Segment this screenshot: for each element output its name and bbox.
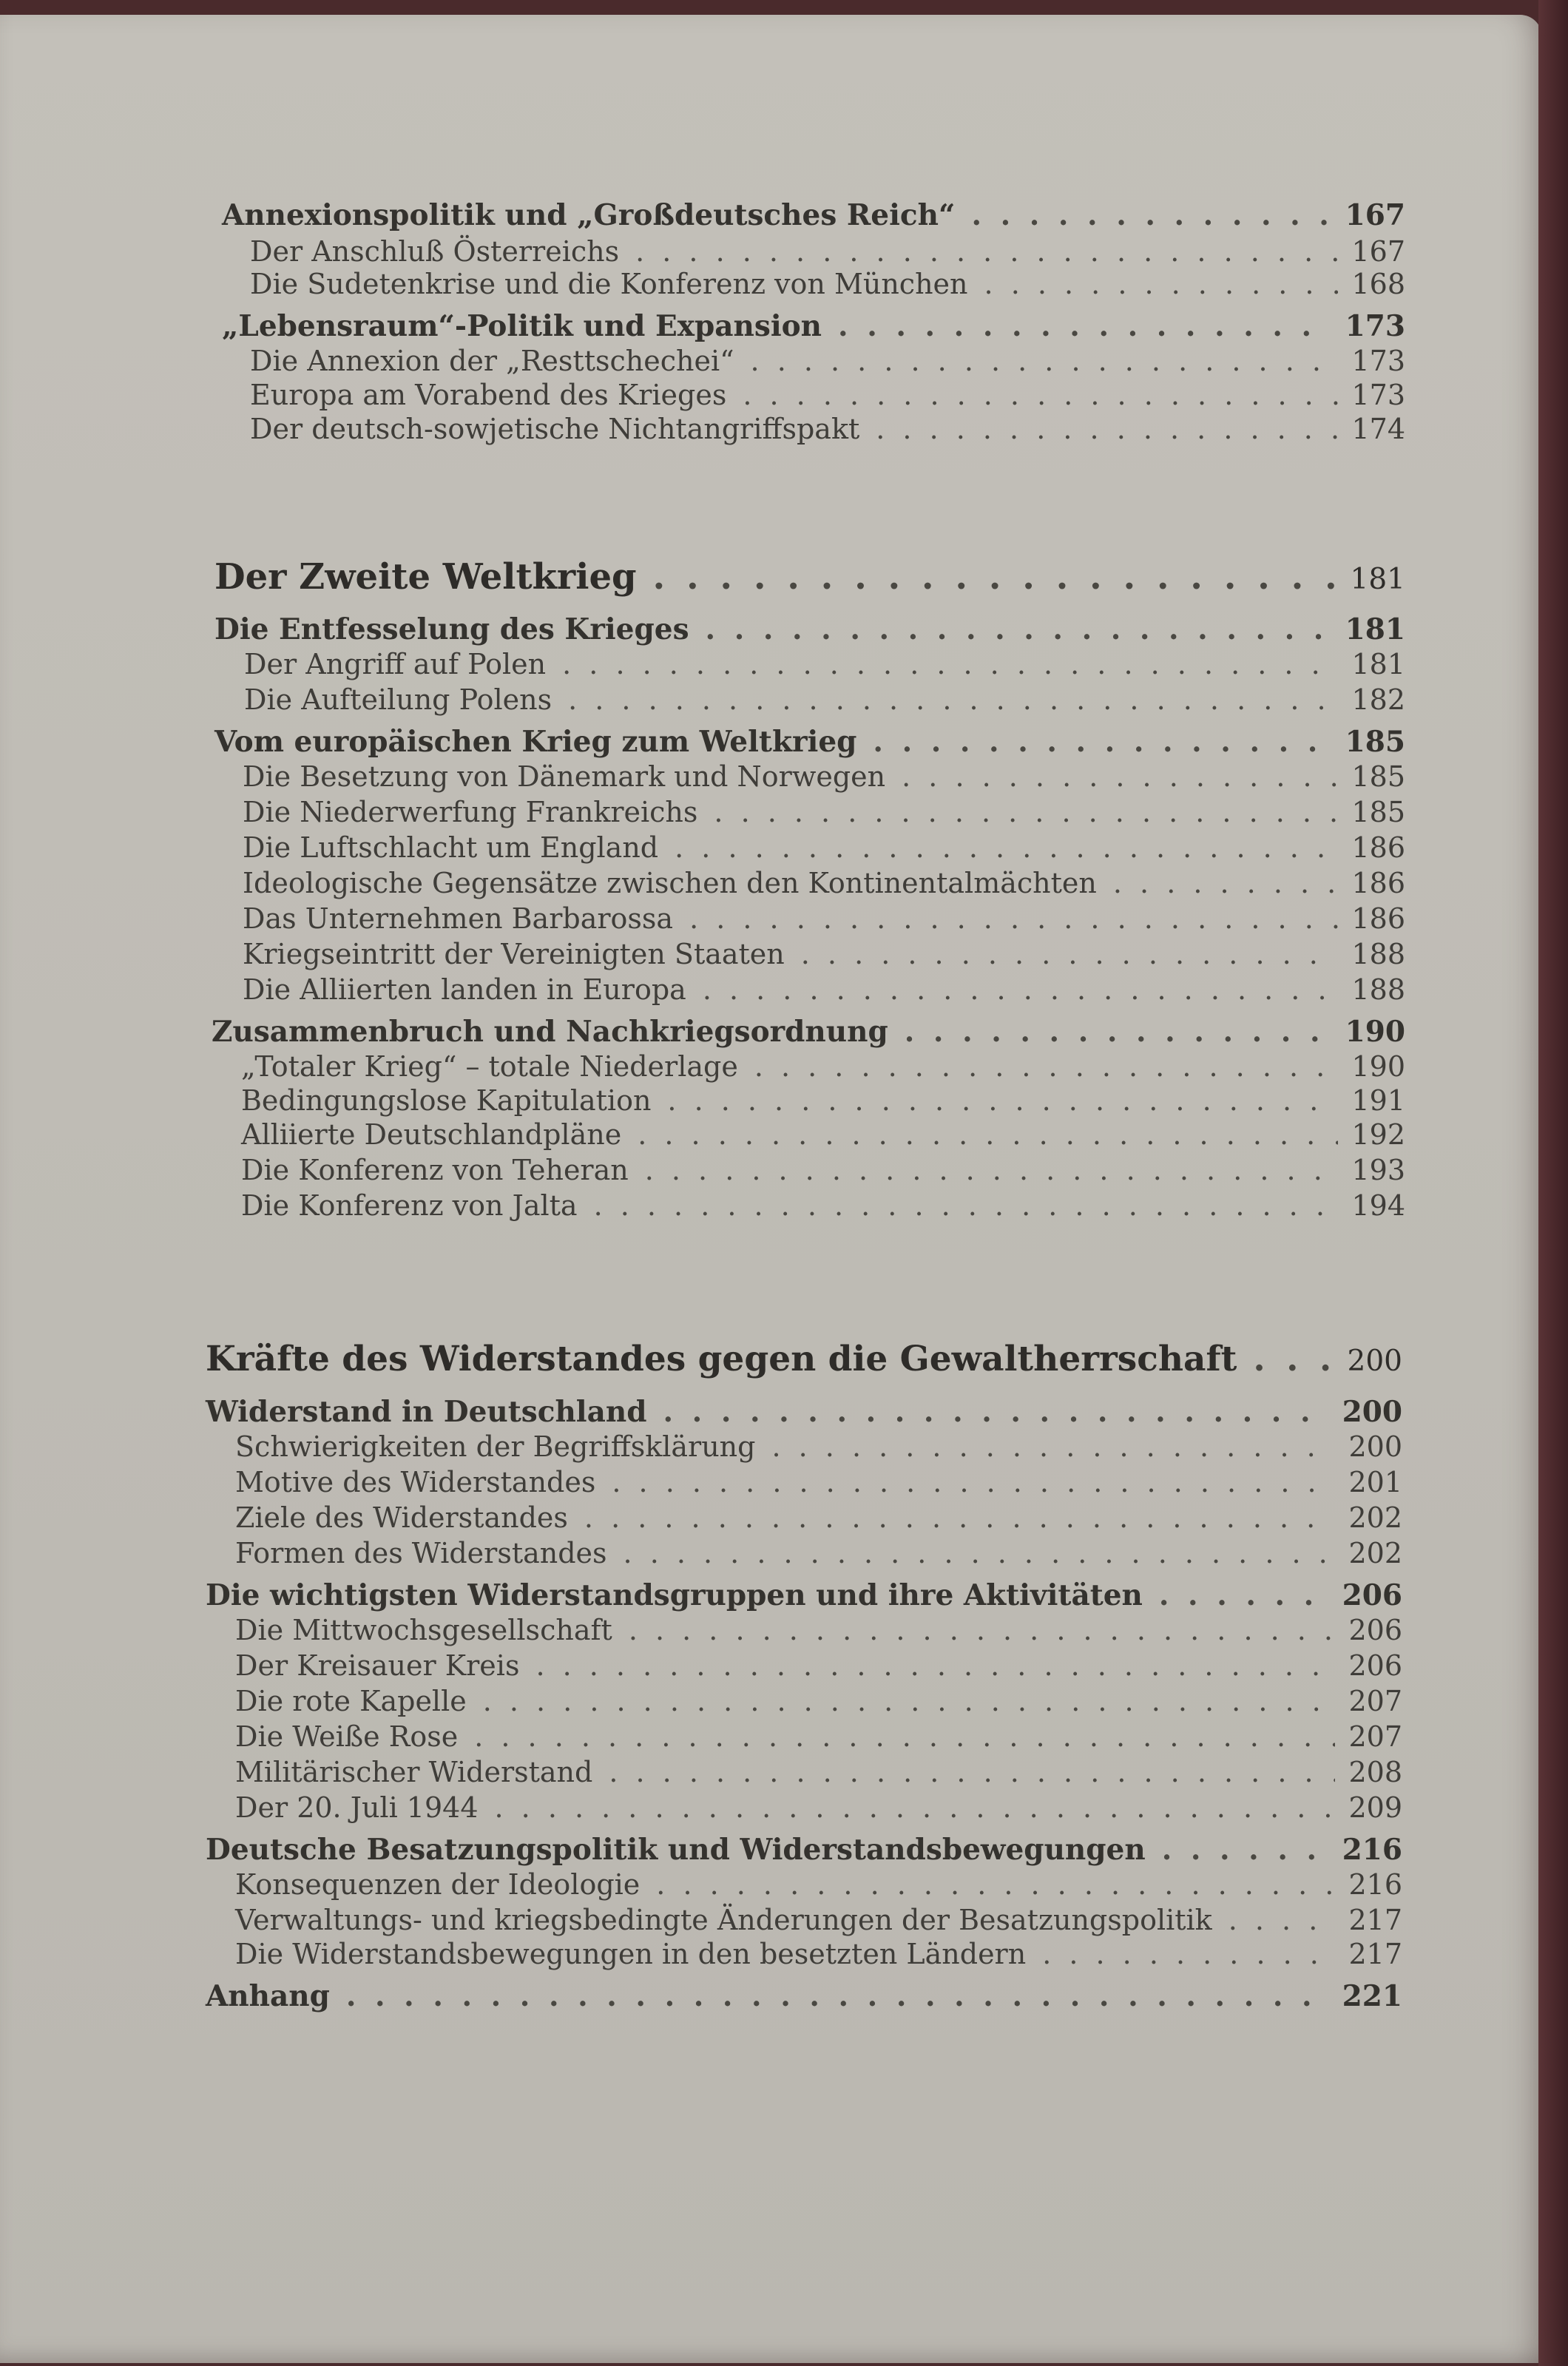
toc-section bbox=[206, 1833, 1402, 1867]
toc-entry-title: Kriegseintritt der Vereinigten Staaten bbox=[243, 938, 785, 970]
toc-entry-title: Alliierte Deutschlandpläne bbox=[241, 1118, 622, 1151]
toc-page-number: 192 bbox=[1351, 1118, 1405, 1151]
dot-leader bbox=[1113, 867, 1339, 899]
toc-entry bbox=[243, 867, 1405, 899]
toc-page-number: 173 bbox=[1345, 309, 1405, 343]
toc-entry-title: Die Widerstandsbewegungen in den besetzten Ländern bbox=[235, 1938, 1027, 1970]
dot-leader bbox=[751, 345, 1339, 377]
toc-entry-title: Die Konferenz von Teheran bbox=[241, 1154, 629, 1186]
dot-leader bbox=[346, 1979, 1329, 2013]
toc-page-number: 200 bbox=[1347, 1345, 1402, 1378]
toc-section-title: Deutsche Besatzungspolitik und Widerstandsbewegungen bbox=[206, 1833, 1146, 1867]
dot-leader bbox=[594, 1189, 1339, 1222]
dot-leader bbox=[483, 1685, 1336, 1717]
toc-section bbox=[214, 612, 1405, 646]
toc-entry-title: Die Konferenz von Jalta bbox=[241, 1189, 578, 1222]
toc-page-number: 181 bbox=[1345, 612, 1405, 646]
dot-leader bbox=[876, 413, 1338, 445]
toc-entry bbox=[243, 973, 1405, 1006]
dot-leader bbox=[645, 1154, 1339, 1186]
dot-leader bbox=[743, 379, 1338, 411]
dot-leader bbox=[656, 1868, 1335, 1901]
toc-entry bbox=[243, 831, 1405, 864]
toc-entry-title: Die rote Kapelle bbox=[235, 1685, 467, 1717]
toc-entry bbox=[241, 1084, 1405, 1117]
dot-leader bbox=[624, 1537, 1336, 1569]
dot-leader bbox=[612, 1466, 1335, 1498]
toc-page-number: 173 bbox=[1351, 379, 1405, 411]
toc-page-number: 168 bbox=[1351, 268, 1405, 300]
toc-entry-title: Das Unternehmen Barbarossa bbox=[243, 902, 674, 935]
toc-entry bbox=[235, 1649, 1402, 1682]
toc-entry-title: Europa am Vorabend des Krieges bbox=[250, 379, 727, 411]
dot-leader bbox=[706, 612, 1332, 646]
toc-entry-title: Militärischer Widerstand bbox=[235, 1756, 593, 1788]
toc-chapter-title: Kräfte des Widerstandes gegen die Gewaltherrschaft bbox=[206, 1339, 1237, 1379]
dot-leader bbox=[663, 1395, 1329, 1429]
toc-page-number: 174 bbox=[1351, 413, 1405, 445]
toc-entry-title: Die Luftschlacht um England bbox=[243, 831, 659, 864]
toc-entry bbox=[235, 1614, 1402, 1646]
toc-entry-title: Motive des Widerstandes bbox=[235, 1466, 596, 1498]
toc-section bbox=[222, 198, 1405, 232]
toc-page-number: 185 bbox=[1345, 725, 1405, 759]
dot-leader bbox=[1042, 1938, 1335, 1970]
dot-leader bbox=[474, 1720, 1335, 1753]
toc-page-number: 182 bbox=[1351, 683, 1405, 716]
dot-leader bbox=[535, 1649, 1335, 1682]
toc-page-number: 221 bbox=[1342, 1979, 1402, 2013]
toc-page-number: 217 bbox=[1348, 1938, 1402, 1970]
toc-entry bbox=[243, 902, 1405, 935]
dot-leader bbox=[1253, 1339, 1334, 1379]
toc-entry-title: Der deutsch-sowjetische Nichtangriffspakt bbox=[250, 413, 860, 445]
dot-leader bbox=[703, 973, 1339, 1006]
toc-entry bbox=[250, 345, 1405, 377]
dot-leader bbox=[1229, 1904, 1336, 1936]
toc-entry bbox=[243, 938, 1405, 970]
toc-section bbox=[206, 1578, 1402, 1612]
dot-leader bbox=[675, 831, 1338, 864]
toc-section-title: Die wichtigsten Widerstandsgruppen und ihre Aktivitäten bbox=[206, 1578, 1143, 1612]
toc-page-number: 167 bbox=[1345, 198, 1405, 232]
toc-page-number: 207 bbox=[1348, 1685, 1402, 1717]
toc-section-title: Zusammenbruch und Nachkriegsordnung bbox=[212, 1015, 888, 1049]
toc-section bbox=[206, 1395, 1402, 1429]
toc-entry bbox=[235, 1501, 1402, 1534]
toc-entry-title: Die Besetzung von Dänemark und Norwegen bbox=[243, 760, 886, 793]
dot-leader bbox=[801, 938, 1339, 970]
toc-entry bbox=[235, 1791, 1402, 1824]
toc-page-number: 186 bbox=[1351, 867, 1405, 899]
dot-leader bbox=[754, 1050, 1339, 1083]
dot-leader bbox=[902, 760, 1338, 793]
dot-leader bbox=[629, 1614, 1336, 1646]
dot-leader bbox=[873, 725, 1331, 759]
dot-leader bbox=[584, 1501, 1336, 1534]
toc-page-number: 188 bbox=[1351, 938, 1405, 970]
toc-page-number: 217 bbox=[1348, 1904, 1402, 1936]
toc-entry-title: Die Mittwochsgesellschaft bbox=[235, 1614, 612, 1646]
toc-entry-title: Die Alliierten landen in Europa bbox=[243, 973, 686, 1006]
toc-entry bbox=[243, 796, 1405, 828]
toc-entry-title: Konsequenzen der Ideologie bbox=[235, 1868, 641, 1901]
toc-page-number: 208 bbox=[1348, 1756, 1402, 1788]
toc-section bbox=[214, 725, 1405, 759]
toc-entry-title: Schwierigkeiten der Begriffsklärung bbox=[235, 1430, 756, 1463]
dot-leader bbox=[771, 1430, 1335, 1463]
toc-entry-title: Der Anschluß Österreichs bbox=[250, 235, 620, 268]
toc-entry-title: Formen des Widerstandes bbox=[235, 1537, 607, 1569]
toc-page-number: 181 bbox=[1351, 648, 1405, 680]
toc-page-number: 190 bbox=[1351, 1050, 1405, 1083]
toc-page-number: 216 bbox=[1348, 1868, 1402, 1901]
toc-page-number: 216 bbox=[1342, 1833, 1402, 1867]
toc-entry bbox=[250, 379, 1405, 411]
dot-leader bbox=[984, 268, 1339, 300]
dot-leader bbox=[568, 683, 1338, 716]
toc-entry bbox=[235, 1904, 1402, 1936]
toc-entry bbox=[235, 1938, 1402, 1970]
toc-entry-title: Die Aufteilung Polens bbox=[244, 683, 552, 716]
dot-leader bbox=[971, 198, 1331, 232]
toc-page-number: 186 bbox=[1351, 831, 1405, 864]
toc-page-number: 202 bbox=[1348, 1501, 1402, 1534]
toc-page-number: 190 bbox=[1345, 1015, 1405, 1049]
toc-section-title: „Lebensraum“-Politik und Expansion bbox=[222, 309, 822, 343]
toc-entry bbox=[250, 268, 1405, 300]
toc-page-number: 201 bbox=[1348, 1466, 1402, 1498]
toc-section-title: Widerstand in Deutschland bbox=[206, 1395, 647, 1429]
toc-entry-title: Der 20. Juli 1944 bbox=[235, 1791, 479, 1824]
toc-entry bbox=[235, 1537, 1402, 1569]
toc-page-number: 185 bbox=[1351, 796, 1405, 828]
dot-leader bbox=[838, 309, 1332, 343]
dot-leader bbox=[1162, 1833, 1329, 1867]
toc-chapter bbox=[214, 556, 1405, 598]
toc-page-number: 200 bbox=[1348, 1430, 1402, 1463]
toc-page-number: 202 bbox=[1348, 1537, 1402, 1569]
dot-leader bbox=[689, 902, 1338, 935]
toc-entry-title: „Totaler Krieg“ – totale Niederlage bbox=[241, 1050, 738, 1083]
toc-section-title: Vom europäischen Krieg zum Weltkrieg bbox=[214, 725, 857, 759]
toc-page-number: 181 bbox=[1350, 563, 1405, 596]
toc-page-number: 206 bbox=[1348, 1614, 1402, 1646]
dot-leader bbox=[905, 1015, 1332, 1049]
toc-entry bbox=[244, 648, 1405, 680]
toc-entry bbox=[241, 1154, 1405, 1186]
toc-entry bbox=[235, 1756, 1402, 1788]
toc-page-number: 186 bbox=[1351, 902, 1405, 935]
toc-section bbox=[222, 309, 1405, 343]
toc-entry bbox=[241, 1050, 1405, 1083]
toc-entry bbox=[235, 1466, 1402, 1498]
toc-entry bbox=[235, 1685, 1402, 1717]
dot-leader bbox=[1159, 1578, 1329, 1612]
toc-entry-title: Die Niederwerfung Frankreichs bbox=[243, 796, 698, 828]
toc-page-number: 167 bbox=[1351, 235, 1405, 268]
toc-page-number: 191 bbox=[1351, 1084, 1405, 1117]
toc-section bbox=[206, 1979, 1402, 2013]
toc-page-number: 207 bbox=[1348, 1720, 1402, 1753]
toc-page-number: 206 bbox=[1342, 1578, 1402, 1612]
dot-leader bbox=[714, 796, 1338, 828]
dot-leader bbox=[653, 556, 1337, 598]
toc-entry-title: Bedingungslose Kapitulation bbox=[241, 1084, 652, 1117]
toc-entry-title: Die Sudetenkrise und die Konferenz von München bbox=[250, 268, 968, 300]
toc-chapter-title: Der Zweite Weltkrieg bbox=[214, 556, 637, 598]
toc-entry bbox=[235, 1868, 1402, 1901]
toc-page-number: 209 bbox=[1348, 1791, 1402, 1824]
toc-entry bbox=[235, 1720, 1402, 1753]
dot-leader bbox=[667, 1084, 1338, 1117]
toc-entry-title: Der Angriff auf Polen bbox=[244, 648, 547, 680]
toc-entry-title: Der Kreisauer Kreis bbox=[235, 1649, 520, 1682]
toc-entry-title: Verwaltungs- und kriegsbedingte Änderungen der Besatzungspolitik bbox=[235, 1904, 1212, 1936]
toc-page-number: 206 bbox=[1348, 1649, 1402, 1682]
toc-entry-title: Die Weiße Rose bbox=[235, 1720, 459, 1753]
dot-leader bbox=[635, 235, 1338, 268]
toc-chapter bbox=[206, 1339, 1402, 1379]
toc-entry bbox=[250, 413, 1405, 445]
toc-entry-title: Ziele des Widerstandes bbox=[235, 1501, 568, 1534]
toc-entry-title: Die Annexion der „Resttschechei“ bbox=[250, 345, 734, 377]
toc-section-title: Anhang bbox=[206, 1979, 330, 2013]
toc-section bbox=[212, 1015, 1405, 1049]
toc-section-title: Annexionspolitik und „Großdeutsches Reich“ bbox=[222, 198, 956, 232]
toc-entry bbox=[243, 760, 1405, 793]
toc-entry bbox=[241, 1189, 1405, 1222]
toc-entry bbox=[241, 1118, 1405, 1151]
toc-section-title: Die Entfesselung des Krieges bbox=[214, 612, 689, 646]
toc-page-number: 200 bbox=[1342, 1395, 1402, 1429]
dot-leader bbox=[495, 1791, 1336, 1824]
toc-page-number: 193 bbox=[1351, 1154, 1405, 1186]
toc-page-number: 188 bbox=[1351, 973, 1405, 1006]
toc-page-number: 173 bbox=[1351, 345, 1405, 377]
toc-entry bbox=[235, 1430, 1402, 1463]
dot-leader bbox=[638, 1118, 1338, 1151]
toc-page-number: 194 bbox=[1351, 1189, 1405, 1222]
toc-page-number: 185 bbox=[1351, 760, 1405, 793]
toc-entry-title: Ideologische Gegensätze zwischen den Kontinentalmächten bbox=[243, 867, 1097, 899]
dot-leader bbox=[609, 1756, 1335, 1788]
toc-entry bbox=[250, 235, 1405, 268]
dot-leader bbox=[562, 648, 1338, 680]
toc-entry bbox=[244, 683, 1405, 716]
